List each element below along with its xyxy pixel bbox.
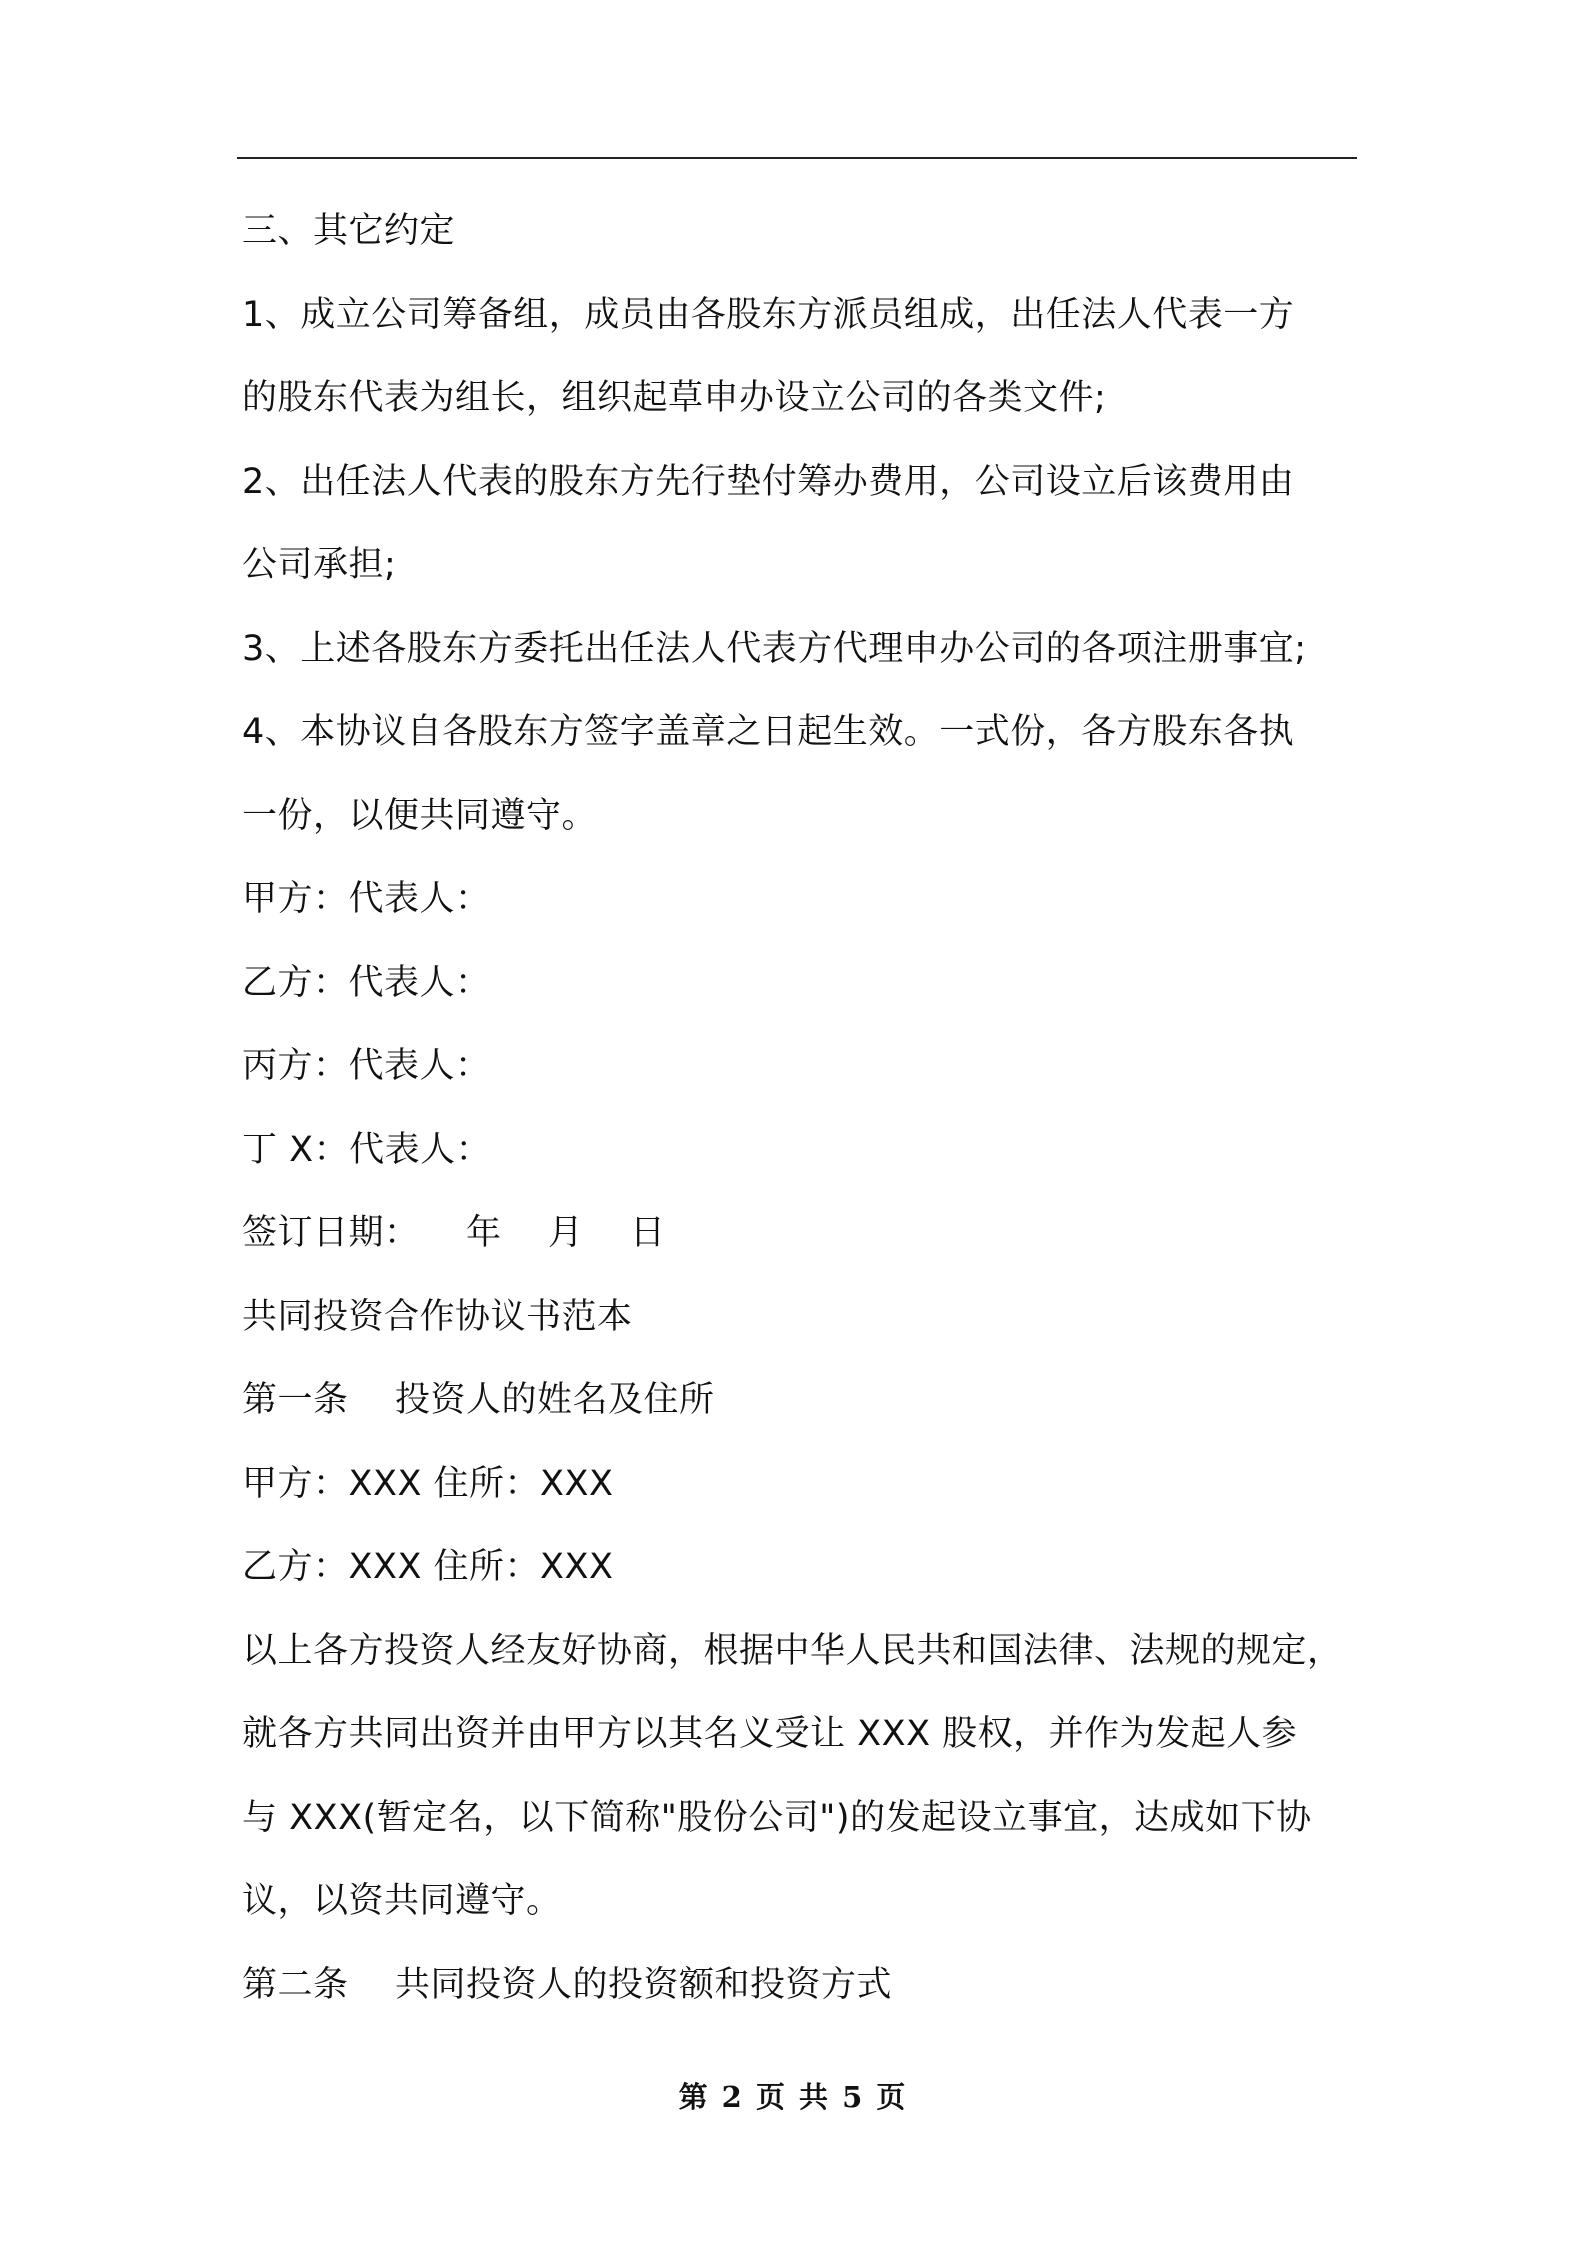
paragraph-line: 2、出任法人代表的股东方先行垫付筹办费用，公司设立后该费用由 bbox=[242, 461, 1295, 502]
investor-line-b: 乙方：XXX 住所：XXX bbox=[242, 1547, 614, 1587]
document-title: 共同投资合作协议书范本 bbox=[242, 1296, 633, 1337]
signature-line-party-a: 甲方：代表人： bbox=[242, 879, 491, 919]
signature-line-party-b: 乙方：代表人： bbox=[242, 962, 491, 1003]
paragraph-line: 以上各方投资人经友好协商，根据中华人民共和国法律、法规的规定， bbox=[242, 1630, 1343, 1671]
signature-line-party-c: 丙方：代表人： bbox=[242, 1046, 491, 1086]
paragraph-line: 议，以资共同遵守。 bbox=[242, 1881, 562, 1921]
paragraph-line: 4、本协议自各股东方签字盖章之日起生效。一式份，各方股东各执 bbox=[242, 712, 1295, 752]
document-body bbox=[242, 190, 1362, 2027]
paragraph-line: 的股东代表为组长，组织起草申办设立公司的各类文件; bbox=[242, 378, 1107, 418]
header-rule bbox=[237, 157, 1357, 159]
signature-line-party-d: 丁 X：代表人： bbox=[242, 1129, 492, 1170]
paragraph-line: 一份，以便共同遵守。 bbox=[242, 795, 598, 836]
signing-date: 签订日期： 年 月 日 bbox=[242, 1213, 666, 1253]
page-number-footer: 第 2 页 共 5 页 bbox=[678, 2080, 908, 2114]
paragraph-line: 1、成立公司筹备组，成员由各股东方派员组成，出任法人代表一方 bbox=[242, 294, 1295, 335]
paragraph-line: 公司承担; bbox=[242, 545, 397, 585]
article-heading: 第二条 共同投资人的投资额和投资方式 bbox=[242, 1964, 893, 2005]
paragraph-line: 3、上述各股东方委托出任法人代表方代理申办公司的各项注册事宜; bbox=[242, 628, 1307, 669]
article-heading: 第一条 投资人的姓名及住所 bbox=[242, 1380, 715, 1420]
investor-line-a: 甲方：XXX 住所：XXX bbox=[242, 1463, 614, 1504]
section-heading: 三、其它约定 bbox=[242, 211, 456, 251]
paragraph-line: 与 XXX(暂定名，以下简称"股份公司")的发起设立事宜，达成如下协 bbox=[242, 1797, 1312, 1838]
paragraph-line: 就各方共同出资并由甲方以其名义受让 XXX 股权，并作为发起人参 bbox=[242, 1714, 1298, 1754]
